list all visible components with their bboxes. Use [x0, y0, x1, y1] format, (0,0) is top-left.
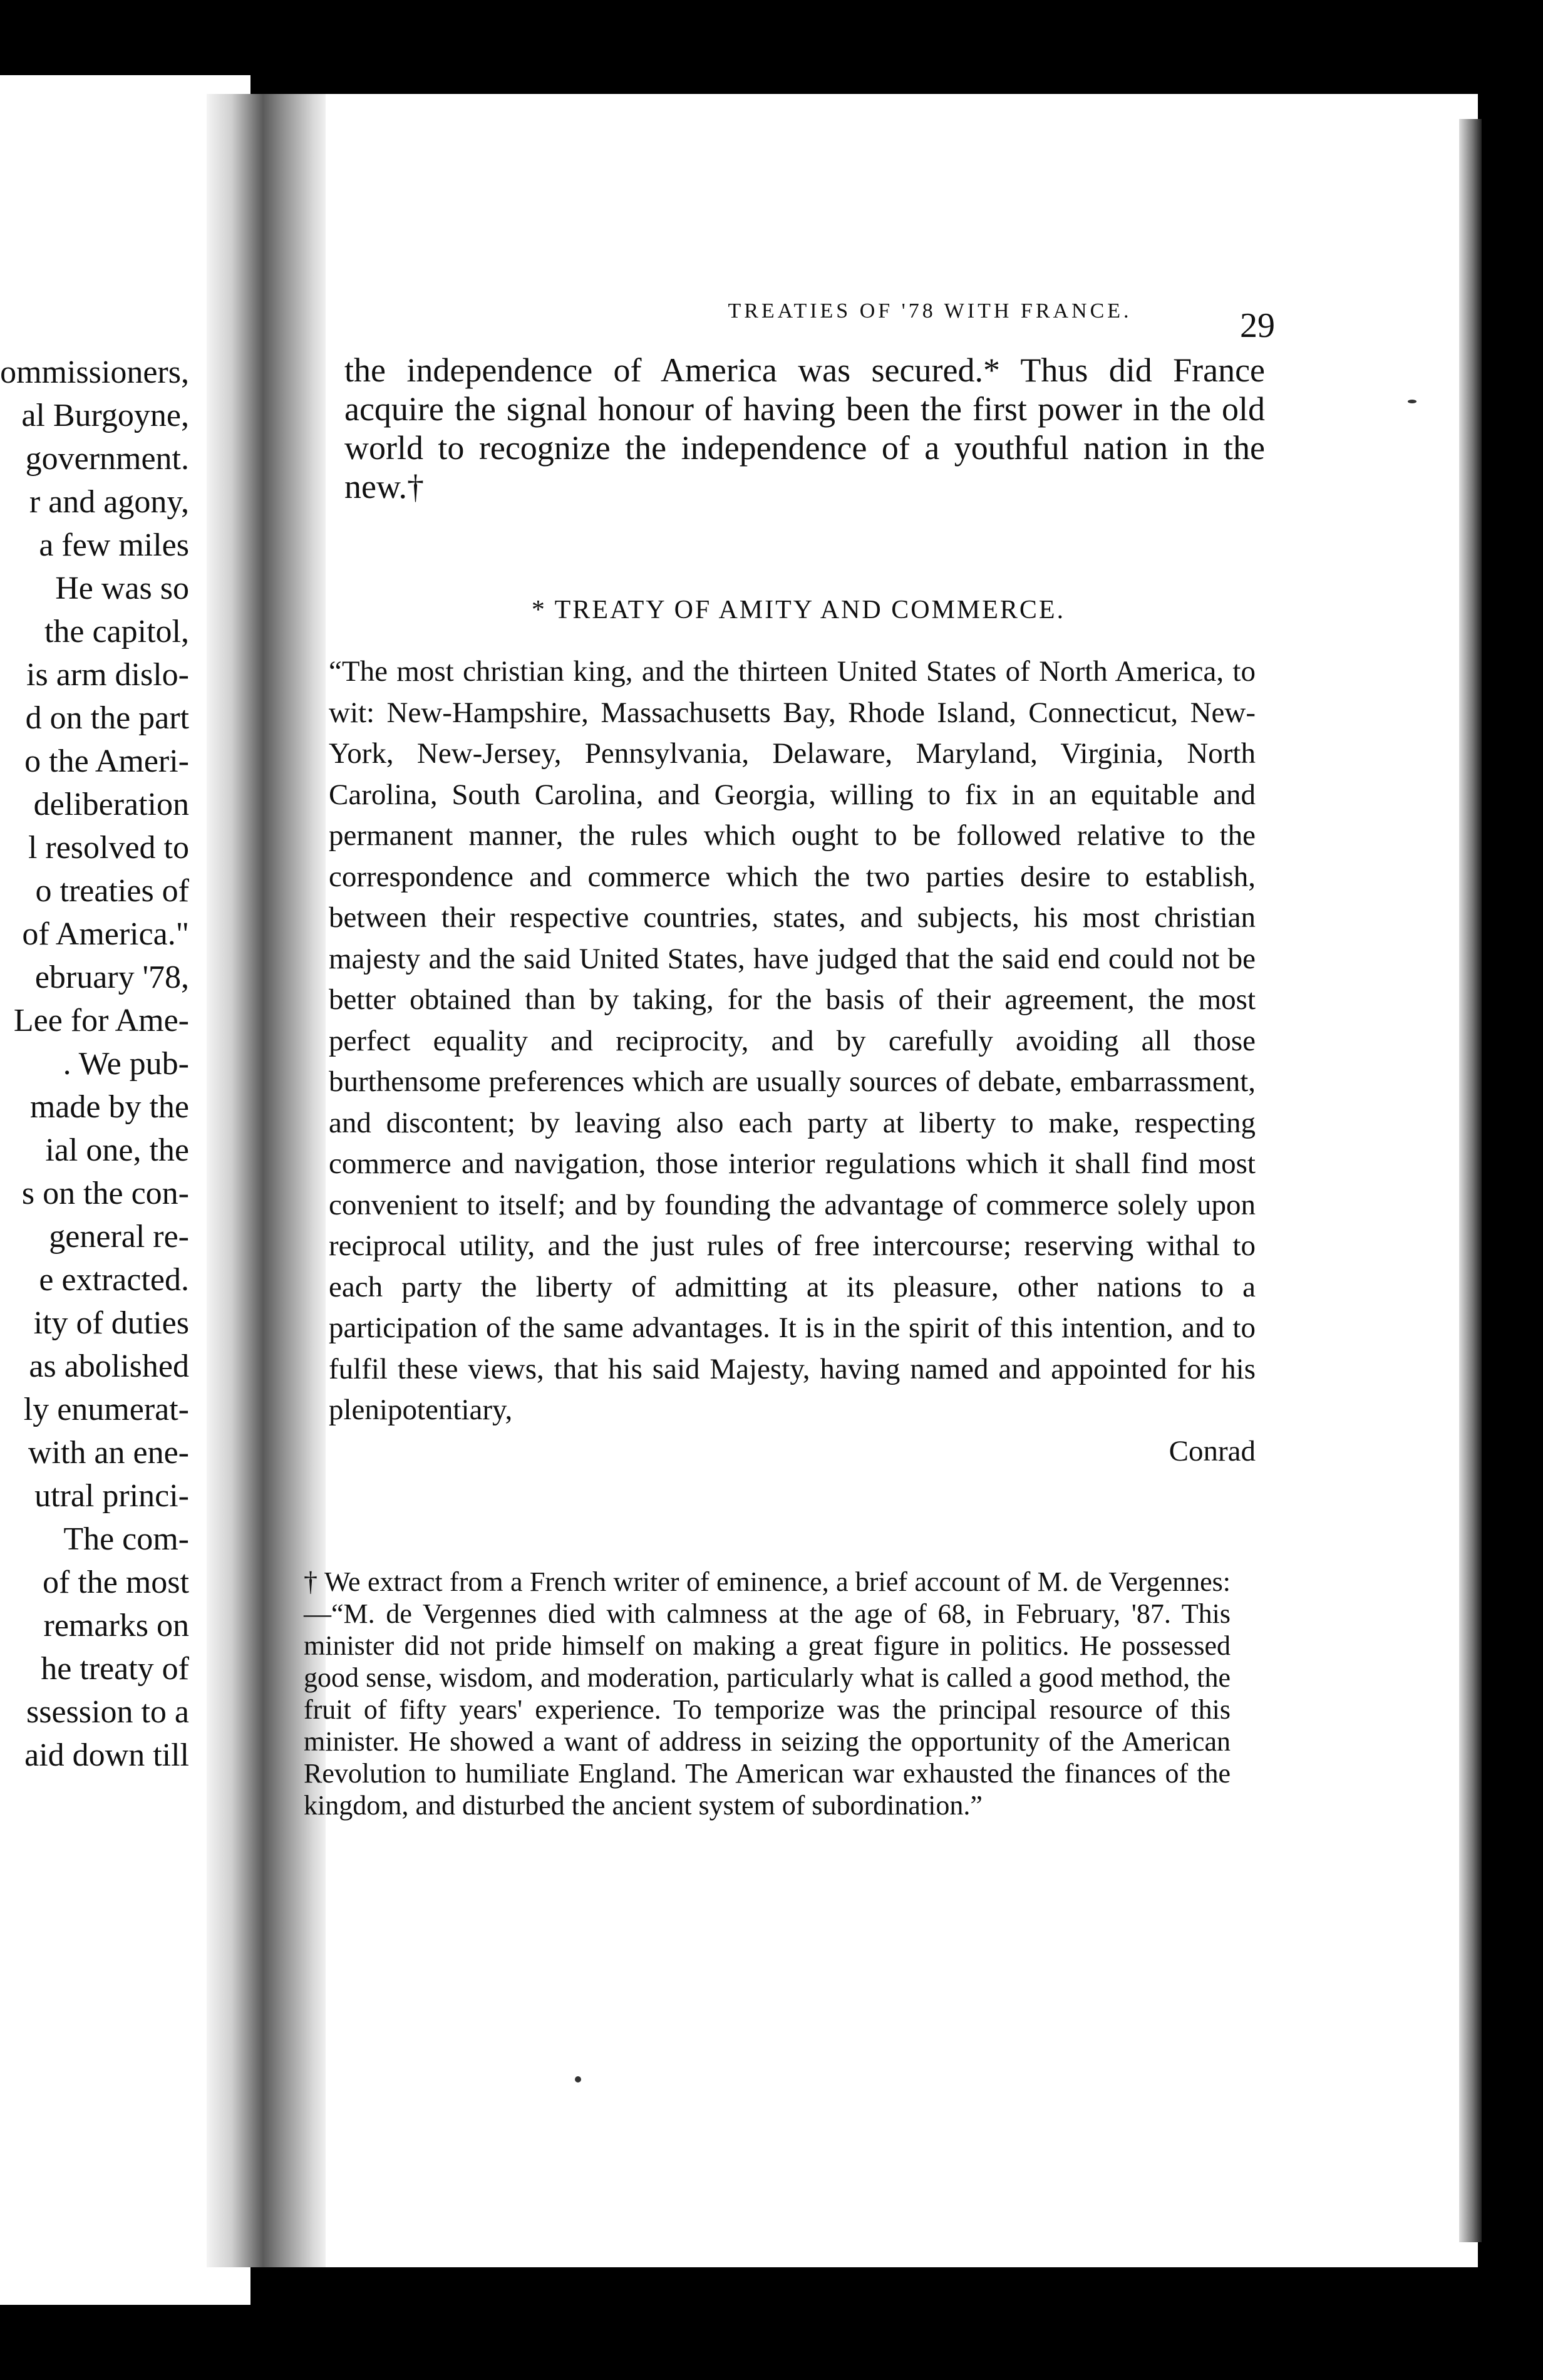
body-paragraph: the independence of America was secured.* Thus did France acquire the signal honour of having been the first power in the old world to recognize the independence of a youthful nation in the new.† [344, 351, 1265, 505]
left-page-line: the capitol, [44, 614, 189, 649]
left-page-line: ebruary '78, [34, 960, 189, 995]
left-page-line: s on the con- [21, 1176, 189, 1211]
left-page-line: he treaty of [41, 1651, 189, 1687]
running-head: TREATIES OF '78 WITH FRANCE. [728, 299, 1132, 323]
left-page-line: al Burgoyne, [21, 398, 189, 433]
left-page-line: He was so [55, 571, 189, 606]
left-page-line: ity of duties [33, 1305, 189, 1341]
left-page-line: l resolved to [28, 830, 189, 866]
left-page-line: deliberation [33, 787, 189, 822]
left-page-line: with an ene- [28, 1435, 189, 1471]
left-page-text [0, 351, 189, 1777]
treaty-title: * TREATY OF AMITY AND COMMERCE. [531, 596, 1066, 624]
left-page-line: . We pub- [63, 1046, 189, 1082]
ink-speck [575, 2076, 581, 2082]
left-page-line: ommissioners, [0, 354, 189, 390]
left-page-line: of the most [43, 1565, 189, 1600]
page-edge [1459, 119, 1482, 2242]
left-page-line: general re- [49, 1219, 189, 1255]
left-page-line: utral princi- [34, 1478, 189, 1514]
left-page-line: d on the part [25, 700, 189, 736]
book-gutter [207, 94, 332, 2267]
left-page-line: aid down till [24, 1737, 189, 1773]
left-page-line: made by the [29, 1089, 189, 1125]
margin-mark [1408, 400, 1417, 403]
left-page-line: ly enumerat- [23, 1392, 189, 1427]
left-page-line: as abolished [29, 1348, 189, 1384]
left-page-line: o the Ameri- [24, 743, 189, 779]
left-page-line: remarks on [43, 1608, 189, 1643]
left-page-line: o treaties of [35, 873, 189, 909]
left-page-line: ial one, the [45, 1132, 189, 1168]
treaty-catchword: Conrad [1169, 1434, 1256, 1467]
page-number: 29 [1240, 306, 1275, 345]
left-page-line: government. [25, 441, 189, 477]
left-page-line: e extracted. [39, 1262, 189, 1298]
left-page-line: a few miles [39, 527, 189, 563]
treaty-paragraph [329, 651, 1256, 1472]
left-page-line: The com- [63, 1521, 189, 1557]
footnote: † We extract from a French writer of eminence, a brief account of M. de Vergennes:—“M. de Vergennes died with calmness at the age of 68, in February, '87. This minister did not pride himself on making a great figure in politics. He possessed good sense, wisdom, and moderation, particularly what is called a good method, the fruit of fifty years' experience. To temporize was the principal resource of this minister. He showed a want of address in seizing the opportunity of the American Revolution to humiliate England. The American war exhausted the finances of the kingdom, and disturbed the ancient system of subordination.” [304, 1566, 1231, 1821]
left-page-line: of America." [22, 916, 189, 952]
left-page-line: Lee for Ame- [13, 1003, 189, 1038]
left-page-line: ssession to a [26, 1694, 189, 1730]
left-page-line: is arm dislo- [26, 657, 189, 693]
treaty-text: “The most christian king, and the thirteen United States of North America, to wit: New-Hampshire, Massachusetts Bay, Rhode Island, Connecticut, New-York, New-Jersey, Pennsylvania, Delaware, Maryland, Virginia, North Carolina, South Carolina, and Georgia, willing to fix in an equitable and permanent manner, the rules which ought to be followed relative to the correspondence and commerce which the two parties desire to establish, between their respective countries, states, and subjects, his most christian majesty and the said United States, have judged that the said end could not be better obtained than by taking, for the basis of their agreement, the most perfect equality and reciprocity, and by carefully avoiding all those burthensome preferences which are usually sources of debate, embarrassment, and discontent; by leaving also each party at liberty to make, respecting commerce and navigation, those interior regulations which it shall find most convenient to itself; and by founding the advantage of commerce solely upon reciprocal utility, and the just rules of free intercourse; reserving withal to each party the liberty of admitting at its pleasure, other nations to a participation of the same advantages. It is in the spirit of this intention, and to fulfil these views, that his said Majesty, having named and appointed for his plenipotentiary, [329, 655, 1256, 1426]
left-page-line: r and agony, [29, 484, 189, 520]
